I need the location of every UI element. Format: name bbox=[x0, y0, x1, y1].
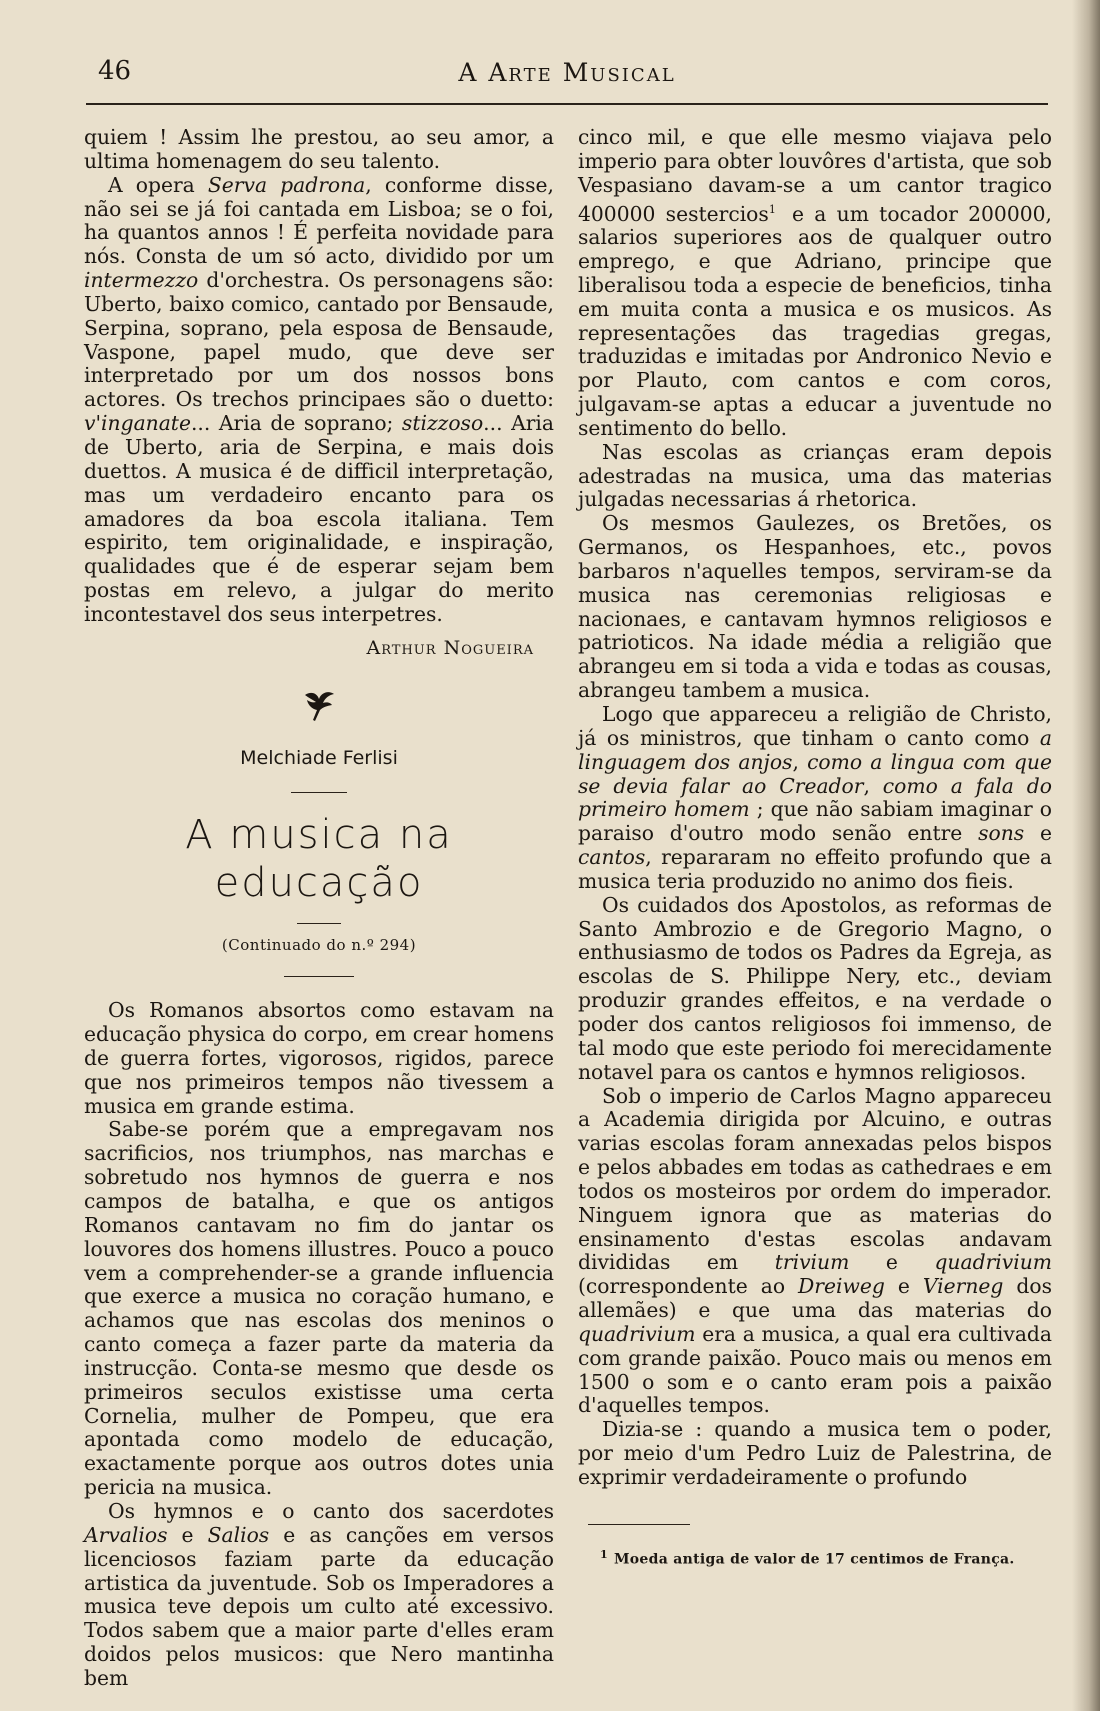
author-signature: Arthur Nogueira bbox=[366, 636, 534, 659]
header-rule bbox=[86, 103, 1048, 105]
paragraph: cinco mil, e que elle mesmo viajava pelo imperio para obter louvôres d'artista, que sob Vespasiano davam-se a um cantor tragico 400000 sestercios$^1$ e a um tocador 200000, salarios superiores aos de qualquer outro emprego, e que Adriano, principe que liberalisou toda a especie de beneficios, tinha em muita conta a musica e os musicos. As representações das tragedias gregas, traduzidas e imitadas por Andronico Nevio e por Plauto, com cantos e com coros, julgavam-se aptas a educar a juventude no sentimento do bello. bbox=[578, 125, 1052, 440]
footnote bbox=[600, 1548, 1015, 1568]
paragraph: quiem ! Assim lhe prestou, ao seu amor, a ultima homenagem do seu talento. bbox=[84, 125, 554, 173]
paragraph-opera: A opera Serva padrona, conforme disse, não sei se já foi cantada em Lisboa; se o foi, ha quantos annos ! É perfeita novidade para nós. Consta de um só acto, dividido por um intermezzo d'orchestra. Os personagens são: Uberto, baixo comico, cantado por Bensaude, Serpina, soprano, pela esposa de Bensaude, Vaspone, papel mudo, que deve ser interpretado por um dos nossos bons actores. Os trechos principaes são o duetto: v'inganate... Aria de soprano; stizzoso... Aria de Uberto, aria de Serpina, e mais dois duettos. A musica é de difficil interpretação, mas um verdadeiro encanto para os amadores da boa escola italiana. Tem espirito, tem originalidade, e inspiração, qualidades que é de esperar sejam bem postas em relevo, a julgar do merito incontestavel dos seus interpetres. bbox=[84, 172, 554, 626]
paragraph: Sob o imperio de Carlos Magno appareceu a Academia dirigida por Alcuino, e outras varias escolas foram annexadas pelos bispos e pelos abbades em todas as cathedraes e em todos os mosteiros por ordem do imperador. Ninguem ignora que as materias do ensinamento d'estas escolas andavam divididas em trivium e quadrivium (correspondente ao Dreiweg e Vierneg dos allemães) e que uma das materias do quadrivium era a musica, a qual era cultivada com grande paixão. Pouco mais ou menos em 1500 o som e o canto eram pois a paixão d'aquelles tempos. bbox=[578, 1083, 1052, 1418]
paragraph: Os cuidados dos Apostolos, as reformas de Santo Ambrozio e de Gregorio Magno, o enthusiasmo de todos os Padres da Egreja, as escolas de S. Philippe Nery, etc., deviam produzir grandes effeitos, e na verdade o poder dos cantos religiosos foi immenso, de tal modo que este periodo foi merecidamente notavel para os cantos e hymnos religiosos. bbox=[578, 892, 1052, 1084]
page-header bbox=[86, 52, 1048, 92]
right-column bbox=[578, 126, 1052, 1490]
footnote-mark: 1 bbox=[600, 1548, 608, 1561]
left-column bbox=[84, 126, 554, 1691]
divider bbox=[284, 976, 354, 977]
paragraph: Os Romanos absortos como estavam na educação physica do corpo, em crear homens de guerra fortes, vigorosos, rigidos, parece que nos primeiros tempos não tivessem a musica em grande estima. bbox=[84, 998, 554, 1118]
footnote-text: Moeda antiga de valor de 17 centimos de França. bbox=[613, 1551, 1015, 1568]
continuation-note: (Continuado do n.º 294) bbox=[221, 936, 417, 955]
divider bbox=[291, 792, 347, 793]
paragraph: Os hymnos e o canto dos sacerdotes Arvalios e Salios e as canções em versos licenciosos faziam parte da educação artistica da juventude. Sob os Imperadores a musica teve depois um culto até excessivo. Todos sabem que a maior parte d'elles eram doidos pelos musicos: que Nero mantinha bem bbox=[84, 1498, 554, 1690]
footnote-reference: 1 bbox=[768, 202, 776, 216]
running-title: A Arte Musical bbox=[458, 58, 676, 87]
paragraph: Dizia-se : quando a musica tem o poder, por meio d'um Pedro Luiz de Palestrina, de exprimir verdadeiramente o profundo bbox=[578, 1417, 1052, 1490]
fleuron-ornament bbox=[84, 689, 554, 729]
paragraph: Nas escolas as crianças eram depois adestradas na musica, uma das materias julgadas necessarias á rhetorica. bbox=[578, 439, 1052, 512]
composer-name: Melchiade Ferlisi bbox=[240, 746, 398, 769]
paragraph: Os mesmos Gaulezes, os Bretões, os Germanos, os Hespanhoes, etc., povos barbaros n'aquelles tempos, serviram-se da musica nas ceremonias religiosas e nacionaes, e cantavam hymnos religiosos e patrioticos. Na idade média a religião que abrangeu em si toda a vida e todas as cousas, abrangeu tambem a musica. bbox=[578, 511, 1052, 703]
page-edge-shadow bbox=[1072, 0, 1100, 1711]
paragraph: Sabe-se porém que a empregavam nos sacrificios, nos triumphos, nas marchas e sobretudo nos hymnos de guerra e nos campos de batalha, e que os antigos Romanos cantavam no fim do jantar os louvores dos homens illustres. Pouco a pouco vem a comprehender-se a grande influencia que exerce a musica no coração humano, e achamos que nas escolas dos meninos o canto começa a fazer parte da materia da instrucção. Conta-se mesmo que desde os primeiros seculos existisse uma certa Cornelia, mulher de Pompeu, que era apontada como modelo de educação, exactamente porque aos outros dotes unia pericia na musica. bbox=[84, 1117, 554, 1500]
page-number: 46 bbox=[98, 56, 132, 86]
fleuron-icon bbox=[301, 689, 337, 723]
divider bbox=[297, 923, 341, 924]
footnote-rule bbox=[588, 1524, 690, 1525]
paragraph: Logo que appareceu a religião de Christo, já os ministros, que tinham o canto como a linguagem dos anjos, como a lingua com que se devia falar ao Creador, como a fala do primeiro homem ; que não sabiam imaginar o paraiso d'outro modo senão entre sons e cantos, repararam no effeito profundo que a musica teria produzido no animo dos fieis. bbox=[578, 702, 1052, 893]
article-title: A musica na educação bbox=[185, 812, 453, 907]
